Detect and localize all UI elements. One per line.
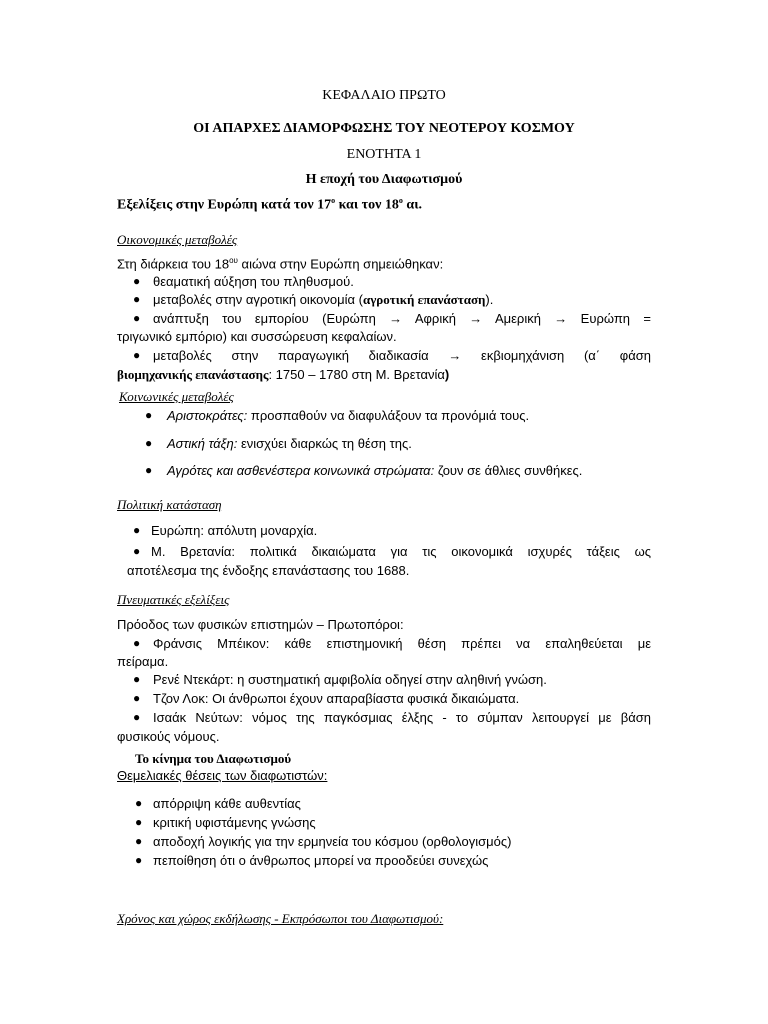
bullet-icon: ●: [135, 853, 143, 867]
bullet-icon: ●: [133, 672, 141, 686]
political-item-2-line-1: Μ. Βρετανία: πολιτικά δικαιώματα για τις οικονομικά ισχυρές τάξεις ως: [151, 544, 651, 559]
bullet-icon: ●: [133, 523, 141, 537]
political-title: Πολιτική κατάσταση: [117, 497, 222, 512]
bullet-icon: ●: [145, 408, 153, 422]
unit-label: ΕΝΟΤΗΤΑ 1: [346, 147, 422, 162]
economic-item-1: θεαματική αύξηση του πληθυσμού.: [153, 274, 354, 289]
enlightenment-subtitle: Θεμελιακές θέσεις των διαφωτιστών:: [117, 768, 328, 783]
intellectual-item-1-line-2: πείραμα.: [117, 654, 169, 669]
economic-item-4-line-1: μεταβολές στην παραγωγική διαδικασία → εκβιομηχάνιση (α΄ φάση: [153, 348, 651, 363]
economic-item-4-line-2: βιομηχανικής επανάστασης: 1750 – 1780 στη Μ. Βρετανία): [117, 367, 450, 382]
intellectual-item-4-line-1: Ισαάκ Νεύτων: νόμος της παγκόσμιας έλξης - το σύμπαν λειτουργεί με βάση: [153, 710, 651, 725]
economic-item-2: μεταβολές στην αγροτική οικονομία (αγροτική επανάσταση).: [153, 292, 494, 307]
bullet-icon: ●: [135, 815, 143, 829]
social-item-3: Αγρότες και ασθενέστερα κοινωνικά στρώματα: ζουν σε άθλιες συνθήκες.: [167, 463, 583, 478]
political-item-2-line-2: αποτέλεσμα της ένδοξης επανάστασης του 1688.: [127, 563, 410, 578]
intellectual-item-3: Τζον Λοκ: Οι άνθρωποι έχουν απαραβίαστα φυσικά δικαιώματα.: [153, 691, 520, 706]
intellectual-intro: Πρόοδος των φυσικών επιστημών – Πρωτοπόροι:: [117, 617, 404, 632]
bullet-icon: ●: [145, 436, 153, 450]
intellectual-item-1-line-1: Φράνσις Μπέικον: κάθε επιστημονική θέση πρέπει να επαληθεύεται με: [153, 636, 651, 651]
unit-subtitle: Η εποχή του Διαφωτισμού: [305, 172, 463, 187]
bullet-icon: ●: [133, 311, 141, 325]
economic-item-3-line-1: ανάπτυξη του εμπορίου (Ευρώπη → Αφρική → Αμερική → Ευρώπη =: [153, 311, 651, 326]
social-title: Κοινωνικές μεταβολές: [119, 389, 234, 404]
economic-item-3-line-2: τριγωνικό εμπόριο) και συσσώρευση κεφαλαίων.: [117, 329, 397, 344]
social-item-1: Αριστοκράτες: προσπαθούν να διαφυλάξουν τα προνόμιά τους.: [167, 408, 530, 423]
bullet-icon: ●: [133, 691, 141, 705]
bullet-icon: ●: [133, 544, 141, 558]
economic-intro: Στη διάρκεια του $18^{o\upsilon}$ αιώνα στην Ευρώπη σημειώθηκαν:: [117, 256, 444, 272]
enlightenment-title: Το κίνημα του Διαφωτισμού: [135, 751, 292, 766]
footer-heading: Χρόνος και χώρος εκδήλωσης - Εκπρόσωποι του Διαφωτισμού:: [117, 911, 444, 926]
intellectual-title: Πνευματικές εξελίξεις: [117, 592, 230, 607]
bullet-icon: ●: [145, 463, 153, 477]
section-heading: Εξελίξεις στην Ευρώπη κατά τον $17^o$ και τον $18^o$ αι.: [117, 196, 423, 213]
bullet-icon: ●: [133, 292, 141, 306]
social-item-2: Αστική τάξη: ενισχύει διαρκώς τη θέση της.: [167, 436, 412, 451]
enlightenment-item-2: κριτική υφιστάμενης γνώσης: [153, 815, 316, 830]
chapter-label: ΚΕΦΑΛΑΙΟ ΠΡΩΤΟ: [322, 88, 446, 103]
bullet-icon: ●: [133, 710, 141, 724]
enlightenment-item-1: απόρριψη κάθε αυθεντίας: [153, 796, 301, 811]
bullet-icon: ●: [135, 796, 143, 810]
political-item-1: Ευρώπη: απόλυτη μοναρχία.: [151, 523, 318, 538]
enlightenment-item-4: πεποίθηση ότι ο άνθρωπος μπορεί να προοδεύει συνεχώς: [153, 853, 489, 868]
bullet-icon: ●: [133, 636, 141, 650]
enlightenment-item-3: αποδοχή λογικής για την ερμηνεία του κόσμου (ορθολογισμός): [153, 834, 512, 849]
chapter-title: ΟΙ ΑΠΑΡΧΕΣ ΔΙΑΜΟΡΦΩΣΗΣ ΤΟΥ ΝΕΟΤΕΡΟΥ ΚΟΣΜΟΥ: [193, 121, 575, 136]
intellectual-item-4-line-2: φυσικούς νόμους.: [117, 729, 220, 744]
bullet-icon: ●: [135, 834, 143, 848]
intellectual-item-2: Ρενέ Ντεκάρτ: η συστηματική αμφιβολία οδηγεί στην αληθινή γνώση.: [153, 672, 547, 687]
economic-title: Οικονομικές μεταβολές: [117, 232, 238, 247]
bullet-icon: ●: [133, 274, 141, 288]
bullet-icon: ●: [133, 348, 141, 362]
